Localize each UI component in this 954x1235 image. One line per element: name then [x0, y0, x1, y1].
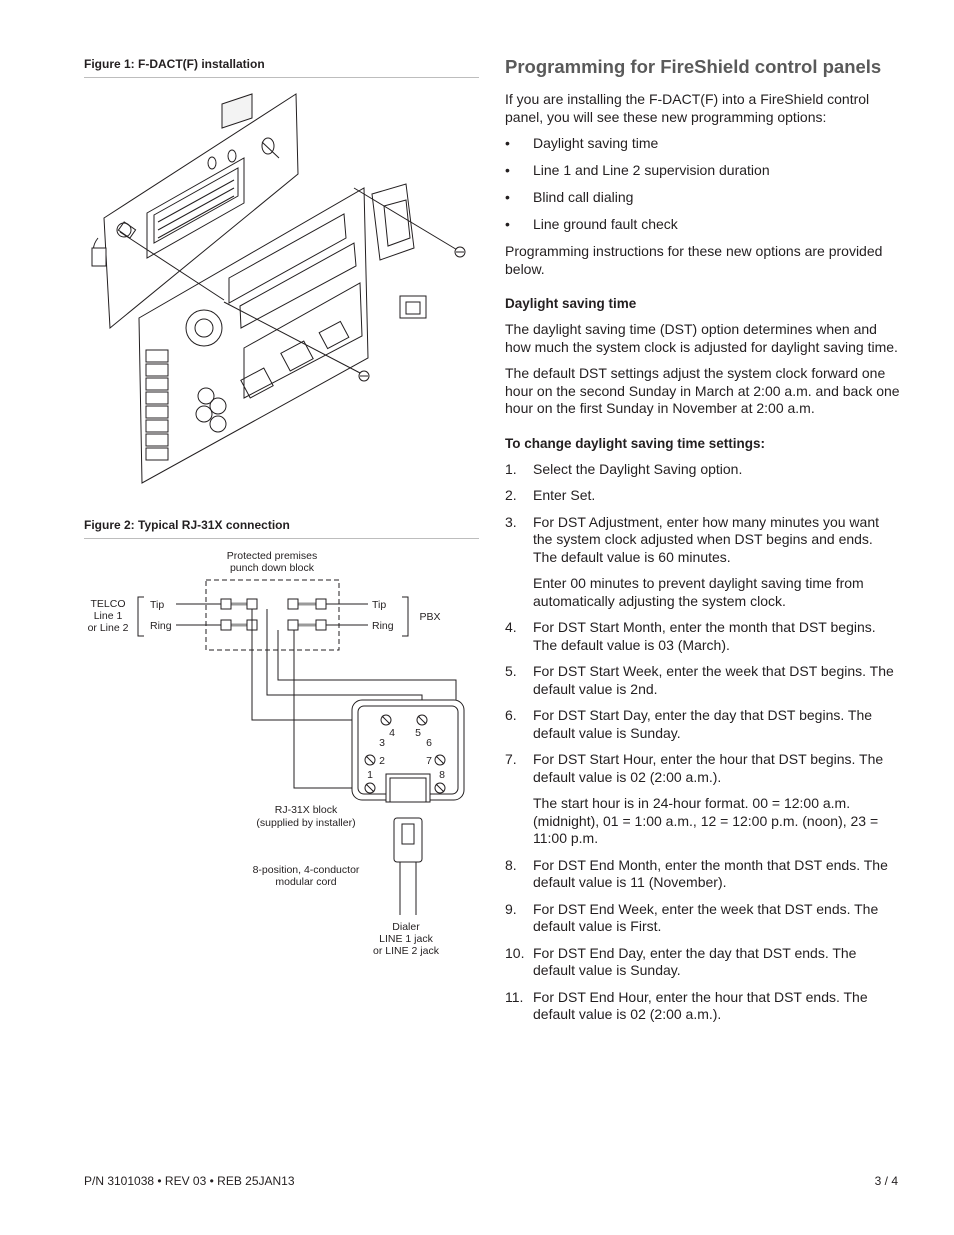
step-text: For DST End Week, enter the week that DST ends. The default value is First.	[533, 900, 879, 934]
step-item	[505, 514, 900, 611]
intro-paragraph: If you are installing the F-DACT(F) into a FireShield control panel, you will see these new programming options:	[505, 91, 870, 125]
option-item: • Daylight saving time	[505, 135, 900, 153]
rj31x-connection-diagram	[84, 540, 479, 980]
step-item	[505, 619, 900, 654]
section-heading: Programming for FireShield control panels	[505, 56, 882, 77]
step-note: The start hour is in 24-hour format. 00 = 12:00 a.m. (midnight), 01 = 1:00 a.m., 12 = 12:00 p.m. (noon), 23 = 11:00 p.m.	[533, 795, 879, 846]
step-number: 5.	[505, 663, 517, 679]
step-number: 7.	[505, 751, 517, 767]
cord-label-2: modular cord	[275, 876, 337, 888]
step-text: For DST Adjustment, enter how many minutes you want the system clock adjusted when DST begins and ends. The default value is 60 minutes.	[533, 513, 880, 565]
step-number: 4.	[505, 619, 517, 635]
step-number: 8.	[505, 856, 517, 873]
step-item	[505, 857, 900, 892]
pin-1: 1	[367, 769, 373, 781]
dst-paragraph-1: The daylight saving time (DST) option determines when and how much the system clock is adjusted for daylight saving time.	[505, 321, 898, 355]
step-note: Enter 00 minutes to prevent daylight saving time from automatically adjusting the system clock.	[533, 575, 864, 609]
pin-4: 4	[389, 727, 395, 739]
rj31x-label-2: (supplied by installer)	[256, 817, 356, 829]
step-item	[505, 751, 900, 848]
step-item	[505, 707, 900, 742]
step-text: For DST End Month, enter the month that DST ends. The default value is 11 (November).	[533, 856, 888, 890]
step-number: 9.	[505, 900, 517, 917]
option-item: • Blind call dialing	[505, 189, 900, 207]
step-item	[505, 989, 900, 1024]
pin-2: 2	[379, 755, 385, 767]
pbx-label: PBX	[419, 611, 441, 623]
figure-1-caption: Figure 1: F-DACT(F) installation	[84, 57, 479, 78]
step-item	[505, 461, 900, 479]
ring-right-label: Ring	[372, 620, 394, 632]
dst-heading: Daylight saving time	[505, 296, 637, 311]
telco-label-3: or Line 2	[87, 622, 129, 634]
programming-section	[505, 56, 900, 1033]
punch-block-label-1: Protected premises	[226, 550, 318, 562]
step-text: For DST End Day, enter the day that DST ends. The default value is Sunday.	[533, 944, 857, 978]
dialer-label-2: LINE 1 jack	[379, 933, 433, 945]
step-number: 11.	[505, 988, 524, 1005]
option-item: • Line ground fault check	[505, 216, 900, 234]
pin-3: 3	[379, 737, 385, 749]
step-item	[505, 901, 900, 936]
telco-label-1: TELCO	[90, 598, 126, 610]
pin-7: 7	[426, 755, 432, 767]
step-text: For DST Start Hour, enter the hour that DST begins. The default value is 02 (2:00 a.m.).	[533, 751, 884, 785]
option-item: • Line 1 and Line 2 supervision duration	[505, 162, 900, 180]
step-text: Select the Daylight Saving option.	[533, 460, 743, 477]
step-number: 1.	[505, 460, 517, 477]
instructions-note: Programming instructions for these new options are provided below.	[505, 243, 883, 277]
pin-5: 5	[415, 727, 421, 739]
step-text: Enter Set.	[533, 487, 596, 503]
dialer-label-3: or LINE 2 jack	[373, 945, 439, 957]
step-item	[505, 945, 900, 980]
fdact-installation-illustration	[84, 88, 479, 488]
step-text: For DST Start Day, enter the day that DST begins. The default value is Sunday.	[533, 707, 873, 741]
dialer-label-1: Dialer	[392, 921, 420, 933]
step-text: For DST Start Week, enter the week that DST begins. The default value is 2nd.	[533, 663, 894, 697]
step-number: 10.	[505, 944, 525, 961]
figure-2-caption: Figure 2: Typical RJ-31X connection	[84, 518, 479, 539]
footer-part-number: P/N 3101038 • REV 03 • REB 25JAN13	[84, 1174, 295, 1188]
cord-label-1: 8-position, 4-conductor	[252, 864, 360, 876]
tip-right-label: Tip	[372, 599, 387, 611]
pin-8: 8	[439, 769, 445, 781]
step-text: For DST Start Month, enter the month that DST begins. The default value is 03 (March).	[533, 619, 876, 653]
footer-page-number: 3 / 4	[874, 1174, 898, 1188]
step-item	[505, 663, 900, 698]
tip-left-label: Tip	[150, 599, 165, 611]
ring-left-label: Ring	[150, 620, 172, 632]
pin-6: 6	[426, 737, 432, 749]
steps-list	[505, 461, 900, 1024]
punch-block-label-2: punch down block	[229, 562, 315, 574]
step-number: 2.	[505, 487, 517, 503]
change-dst-heading: To change daylight saving time settings:	[505, 435, 766, 451]
step-number: 3.	[505, 513, 517, 530]
step-item	[505, 487, 900, 505]
options-list	[505, 135, 900, 234]
rj31x-label-1: RJ-31X block	[274, 804, 338, 816]
step-number: 6.	[505, 707, 517, 723]
dst-paragraph-2: The default DST settings adjust the system clock forward one hour on the second Sunday in March at 2:00 a.m. and back one hour on the first Sunday in November at 2:00 a.m.	[505, 365, 900, 416]
telco-label-2: Line 1	[93, 610, 123, 622]
step-text: For DST End Hour, enter the hour that DST ends. The default value is 02 (2:00 a.m.).	[533, 988, 868, 1022]
